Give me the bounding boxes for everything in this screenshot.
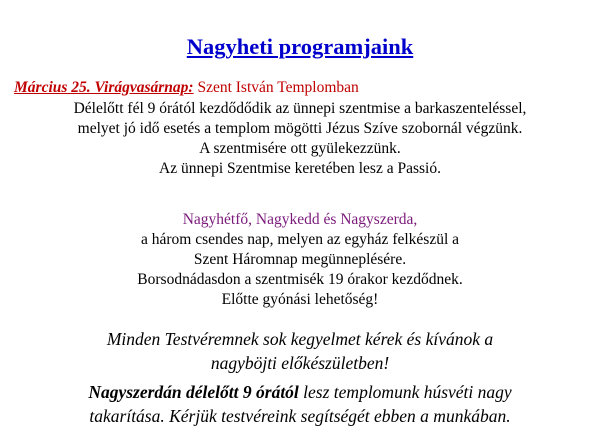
page-title: Nagyheti programjaink: [186, 34, 414, 59]
holy-week-details: [0, 210, 600, 310]
palm-sunday-line: Délelőtt fél 9 órától kezdődődik az ünnepi szentmise a barkaszenteléssel,: [73, 100, 527, 117]
holy-week-days: Nagyhétfő, Nagykedd és Nagyszerda,: [182, 211, 418, 228]
cleaning-notice: [0, 380, 600, 428]
blessing-line: nagyböjti előkészületben!: [210, 353, 390, 373]
holy-week-line: a három csendes nap, melyen az egyház felkészül a: [140, 231, 460, 248]
holy-week-line: Szent Háromnap megünneplésére.: [193, 251, 407, 268]
palm-sunday-line: A szentmisére ott gyülekezzünk.: [199, 140, 401, 157]
holy-week-line: Borsodnádasdon a szentmisék 19 órakor kezdődnek.: [137, 271, 463, 288]
cleaning-text: lesz templomunk húsvéti nagy: [298, 382, 512, 402]
cleaning-line-2: takarítása. Kérjük testvéreink segítségét ebben a munkában.: [89, 406, 511, 426]
palm-sunday-heading: [14, 78, 359, 97]
holy-week-line: Előtte gyónási lehetőség!: [221, 291, 379, 308]
cleaning-line-1: [0, 380, 600, 404]
palm-sunday-date: Március 25. Virágvasárnap:: [14, 79, 194, 96]
palm-sunday-line: Az ünnepi Szentmise keretében lesz a Passió.: [159, 160, 441, 177]
cleaning-time: Nagyszerdán délelőtt 9 órától: [88, 382, 299, 402]
palm-sunday-location: Szent István Templomban: [197, 79, 359, 96]
palm-sunday-details: [0, 99, 600, 179]
blessing-message: [0, 327, 600, 375]
blessing-line: Minden Testvéremnek sok kegyelmet kérek és kívánok a: [106, 329, 494, 349]
palm-sunday-line: melyet jó idő esetés a templom mögötti Jézus Szíve szobornál végzünk.: [77, 120, 523, 137]
